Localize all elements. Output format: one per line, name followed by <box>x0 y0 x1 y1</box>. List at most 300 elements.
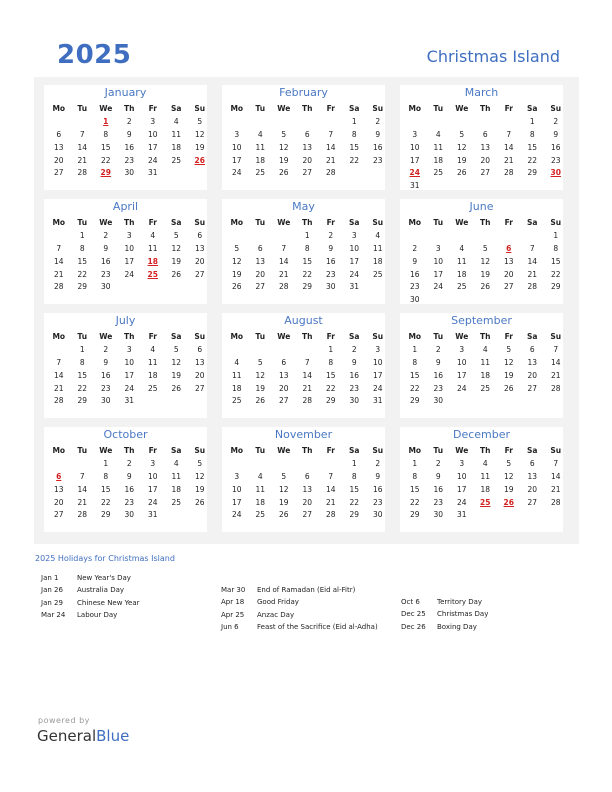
day-cell[interactable]: 26 <box>194 497 205 507</box>
day-cell[interactable]: 17 <box>124 370 135 380</box>
holiday-day-cell[interactable]: 30 <box>550 168 561 178</box>
day-cell[interactable]: 6 <box>304 471 310 481</box>
day-cell[interactable]: 25 <box>480 383 491 393</box>
day-cell[interactable]: 22 <box>100 497 111 507</box>
day-cell[interactable]: 12 <box>456 142 467 152</box>
day-cell[interactable]: 27 <box>480 168 491 178</box>
day-cell[interactable]: 21 <box>503 155 514 165</box>
holiday-day-cell[interactable]: 24 <box>409 168 420 178</box>
day-cell[interactable]: 2 <box>412 243 418 253</box>
day-cell[interactable]: 10 <box>231 484 242 494</box>
day-cell[interactable]: 1 <box>79 344 85 354</box>
day-cell[interactable]: 11 <box>433 142 444 152</box>
day-cell[interactable]: 3 <box>412 129 418 139</box>
day-cell[interactable]: 28 <box>503 168 514 178</box>
day-cell[interactable]: 15 <box>302 256 313 266</box>
day-cell[interactable]: 6 <box>257 243 263 253</box>
day-cell[interactable]: 22 <box>100 155 111 165</box>
day-cell[interactable]: 9 <box>103 357 109 367</box>
day-cell[interactable]: 15 <box>349 142 360 152</box>
day-cell[interactable]: 13 <box>302 142 313 152</box>
day-cell[interactable]: 10 <box>147 471 158 481</box>
day-cell[interactable]: 1 <box>412 458 418 468</box>
day-cell[interactable]: 25 <box>372 269 383 279</box>
day-cell[interactable]: 20 <box>194 256 205 266</box>
day-cell[interactable]: 16 <box>100 256 111 266</box>
day-cell[interactable]: 2 <box>435 458 441 468</box>
day-cell[interactable]: 12 <box>194 471 205 481</box>
day-cell[interactable]: 9 <box>553 129 559 139</box>
day-cell[interactable]: 17 <box>456 370 467 380</box>
day-cell[interactable]: 3 <box>351 230 357 240</box>
day-cell[interactable]: 11 <box>171 129 182 139</box>
day-cell[interactable]: 1 <box>351 458 357 468</box>
day-cell[interactable]: 25 <box>147 383 158 393</box>
day-cell[interactable]: 14 <box>550 357 561 367</box>
day-cell[interactable]: 21 <box>527 269 538 279</box>
day-cell[interactable]: 4 <box>257 471 263 481</box>
day-cell[interactable]: 27 <box>53 168 64 178</box>
day-cell[interactable]: 18 <box>480 370 491 380</box>
day-cell[interactable]: 4 <box>375 230 381 240</box>
day-cell[interactable]: 4 <box>435 129 441 139</box>
day-cell[interactable]: 8 <box>103 471 109 481</box>
day-cell[interactable]: 23 <box>124 155 135 165</box>
day-cell[interactable]: 23 <box>433 383 444 393</box>
day-cell[interactable]: 13 <box>255 256 266 266</box>
day-cell[interactable]: 11 <box>147 243 158 253</box>
day-cell[interactable]: 28 <box>53 282 64 292</box>
day-cell[interactable]: 12 <box>171 357 182 367</box>
day-cell[interactable]: 7 <box>56 357 62 367</box>
day-cell[interactable]: 28 <box>550 383 561 393</box>
day-cell[interactable]: 24 <box>456 383 467 393</box>
day-cell[interactable]: 8 <box>351 129 357 139</box>
day-cell[interactable]: 6 <box>197 230 203 240</box>
day-cell[interactable]: 25 <box>255 168 266 178</box>
day-cell[interactable]: 15 <box>409 484 420 494</box>
day-cell[interactable]: 5 <box>506 458 512 468</box>
day-cell[interactable]: 5 <box>281 471 287 481</box>
holiday-day-cell[interactable]: 29 <box>100 168 111 178</box>
day-cell[interactable]: 3 <box>234 129 240 139</box>
day-cell[interactable]: 2 <box>375 458 381 468</box>
day-cell[interactable]: 13 <box>480 142 491 152</box>
day-cell[interactable]: 21 <box>77 497 88 507</box>
day-cell[interactable]: 21 <box>550 484 561 494</box>
day-cell[interactable]: 8 <box>79 243 85 253</box>
day-cell[interactable]: 14 <box>53 370 64 380</box>
day-cell[interactable]: 9 <box>375 471 381 481</box>
day-cell[interactable]: 19 <box>503 370 514 380</box>
holiday-day-cell[interactable]: 6 <box>506 243 512 253</box>
day-cell[interactable]: 20 <box>503 269 514 279</box>
day-cell[interactable]: 31 <box>147 168 158 178</box>
day-cell[interactable]: 18 <box>372 256 383 266</box>
day-cell[interactable]: 17 <box>349 256 360 266</box>
day-cell[interactable]: 4 <box>150 230 156 240</box>
day-cell[interactable]: 18 <box>480 484 491 494</box>
day-cell[interactable]: 10 <box>433 256 444 266</box>
day-cell[interactable]: 16 <box>349 370 360 380</box>
day-cell[interactable]: 26 <box>255 396 266 406</box>
day-cell[interactable]: 2 <box>103 344 109 354</box>
day-cell[interactable]: 27 <box>194 383 205 393</box>
day-cell[interactable]: 5 <box>506 344 512 354</box>
day-cell[interactable]: 2 <box>435 344 441 354</box>
day-cell[interactable]: 20 <box>480 155 491 165</box>
day-cell[interactable]: 30 <box>124 168 135 178</box>
day-cell[interactable]: 21 <box>77 155 88 165</box>
day-cell[interactable]: 13 <box>302 484 313 494</box>
day-cell[interactable]: 8 <box>103 129 109 139</box>
day-cell[interactable]: 5 <box>459 129 465 139</box>
day-cell[interactable]: 27 <box>302 510 313 520</box>
day-cell[interactable]: 9 <box>412 256 418 266</box>
day-cell[interactable]: 4 <box>459 243 465 253</box>
day-cell[interactable]: 22 <box>77 269 88 279</box>
day-cell[interactable]: 10 <box>456 357 467 367</box>
day-cell[interactable]: 22 <box>325 383 336 393</box>
day-cell[interactable]: 14 <box>53 256 64 266</box>
day-cell[interactable]: 25 <box>171 497 182 507</box>
day-cell[interactable]: 18 <box>255 155 266 165</box>
day-cell[interactable]: 7 <box>553 344 559 354</box>
day-cell[interactable]: 15 <box>325 370 336 380</box>
day-cell[interactable]: 14 <box>302 370 313 380</box>
day-cell[interactable]: 18 <box>456 269 467 279</box>
day-cell[interactable]: 28 <box>278 282 289 292</box>
day-cell[interactable]: 20 <box>255 269 266 279</box>
day-cell[interactable]: 7 <box>328 129 334 139</box>
day-cell[interactable]: 5 <box>257 357 263 367</box>
day-cell[interactable]: 20 <box>302 155 313 165</box>
day-cell[interactable]: 29 <box>527 168 538 178</box>
day-cell[interactable]: 1 <box>553 230 559 240</box>
day-cell[interactable]: 24 <box>231 168 242 178</box>
day-cell[interactable]: 16 <box>433 484 444 494</box>
day-cell[interactable]: 11 <box>372 243 383 253</box>
day-cell[interactable]: 13 <box>278 370 289 380</box>
day-cell[interactable]: 3 <box>126 230 132 240</box>
day-cell[interactable]: 31 <box>456 510 467 520</box>
day-cell[interactable]: 13 <box>503 256 514 266</box>
day-cell[interactable]: 17 <box>433 269 444 279</box>
day-cell[interactable]: 29 <box>409 396 420 406</box>
day-cell[interactable]: 2 <box>103 230 109 240</box>
day-cell[interactable]: 14 <box>278 256 289 266</box>
day-cell[interactable]: 2 <box>328 230 334 240</box>
day-cell[interactable]: 21 <box>325 155 336 165</box>
day-cell[interactable]: 24 <box>231 510 242 520</box>
day-cell[interactable]: 12 <box>278 142 289 152</box>
day-cell[interactable]: 24 <box>456 497 467 507</box>
day-cell[interactable]: 23 <box>349 383 360 393</box>
day-cell[interactable]: 24 <box>124 383 135 393</box>
day-cell[interactable]: 19 <box>194 142 205 152</box>
holiday-day-cell[interactable]: 26 <box>503 497 514 507</box>
day-cell[interactable]: 13 <box>194 243 205 253</box>
day-cell[interactable]: 14 <box>550 471 561 481</box>
day-cell[interactable]: 2 <box>351 344 357 354</box>
day-cell[interactable]: 19 <box>480 269 491 279</box>
day-cell[interactable]: 17 <box>147 142 158 152</box>
holiday-day-cell[interactable]: 1 <box>103 116 109 126</box>
day-cell[interactable]: 9 <box>328 243 334 253</box>
day-cell[interactable]: 19 <box>194 484 205 494</box>
day-cell[interactable]: 31 <box>147 510 158 520</box>
day-cell[interactable]: 18 <box>433 155 444 165</box>
day-cell[interactable]: 15 <box>409 370 420 380</box>
day-cell[interactable]: 10 <box>124 243 135 253</box>
day-cell[interactable]: 29 <box>325 396 336 406</box>
day-cell[interactable]: 3 <box>234 471 240 481</box>
day-cell[interactable]: 16 <box>124 484 135 494</box>
day-cell[interactable]: 10 <box>147 129 158 139</box>
day-cell[interactable]: 31 <box>372 396 383 406</box>
day-cell[interactable]: 12 <box>171 243 182 253</box>
day-cell[interactable]: 8 <box>412 471 418 481</box>
day-cell[interactable]: 29 <box>100 510 111 520</box>
day-cell[interactable]: 6 <box>529 344 535 354</box>
day-cell[interactable]: 19 <box>456 155 467 165</box>
day-cell[interactable]: 30 <box>100 396 111 406</box>
day-cell[interactable]: 25 <box>231 396 242 406</box>
day-cell[interactable]: 11 <box>231 370 242 380</box>
day-cell[interactable]: 4 <box>482 344 488 354</box>
holiday-day-cell[interactable]: 18 <box>147 256 158 266</box>
day-cell[interactable]: 17 <box>231 497 242 507</box>
day-cell[interactable]: 13 <box>527 357 538 367</box>
day-cell[interactable]: 22 <box>302 269 313 279</box>
day-cell[interactable]: 11 <box>456 256 467 266</box>
generalblue-logo[interactable] <box>37 727 129 745</box>
day-cell[interactable]: 20 <box>527 484 538 494</box>
day-cell[interactable]: 3 <box>375 344 381 354</box>
day-cell[interactable]: 22 <box>349 497 360 507</box>
day-cell[interactable]: 17 <box>231 155 242 165</box>
day-cell[interactable]: 4 <box>234 357 240 367</box>
day-cell[interactable]: 9 <box>351 357 357 367</box>
day-cell[interactable]: 2 <box>126 458 132 468</box>
day-cell[interactable]: 27 <box>194 269 205 279</box>
day-cell[interactable]: 25 <box>255 510 266 520</box>
day-cell[interactable]: 27 <box>302 168 313 178</box>
day-cell[interactable]: 28 <box>527 282 538 292</box>
day-cell[interactable]: 16 <box>124 142 135 152</box>
day-cell[interactable]: 16 <box>433 370 444 380</box>
day-cell[interactable]: 10 <box>231 142 242 152</box>
day-cell[interactable]: 17 <box>124 256 135 266</box>
day-cell[interactable]: 1 <box>328 344 334 354</box>
day-cell[interactable]: 6 <box>56 129 62 139</box>
day-cell[interactable]: 26 <box>171 269 182 279</box>
day-cell[interactable]: 7 <box>529 243 535 253</box>
day-cell[interactable]: 12 <box>480 256 491 266</box>
day-cell[interactable]: 16 <box>409 269 420 279</box>
day-cell[interactable]: 9 <box>435 471 441 481</box>
day-cell[interactable]: 23 <box>124 497 135 507</box>
day-cell[interactable]: 1 <box>351 116 357 126</box>
day-cell[interactable]: 19 <box>231 269 242 279</box>
day-cell[interactable]: 3 <box>150 458 156 468</box>
day-cell[interactable]: 20 <box>302 497 313 507</box>
day-cell[interactable]: 24 <box>147 497 158 507</box>
day-cell[interactable]: 29 <box>550 282 561 292</box>
day-cell[interactable]: 8 <box>304 243 310 253</box>
day-cell[interactable]: 4 <box>257 129 263 139</box>
day-cell[interactable]: 11 <box>255 484 266 494</box>
day-cell[interactable]: 22 <box>409 497 420 507</box>
day-cell[interactable]: 22 <box>349 155 360 165</box>
day-cell[interactable]: 11 <box>147 357 158 367</box>
day-cell[interactable]: 21 <box>53 269 64 279</box>
day-cell[interactable]: 8 <box>351 471 357 481</box>
day-cell[interactable]: 26 <box>278 168 289 178</box>
day-cell[interactable]: 19 <box>278 155 289 165</box>
day-cell[interactable]: 17 <box>409 155 420 165</box>
day-cell[interactable]: 10 <box>456 471 467 481</box>
day-cell[interactable]: 13 <box>194 357 205 367</box>
day-cell[interactable]: 9 <box>435 357 441 367</box>
day-cell[interactable]: 30 <box>372 510 383 520</box>
day-cell[interactable]: 22 <box>550 269 561 279</box>
day-cell[interactable]: 7 <box>79 129 85 139</box>
day-cell[interactable]: 25 <box>433 168 444 178</box>
day-cell[interactable]: 21 <box>278 269 289 279</box>
day-cell[interactable]: 2 <box>375 116 381 126</box>
day-cell[interactable]: 15 <box>527 142 538 152</box>
day-cell[interactable]: 24 <box>349 269 360 279</box>
day-cell[interactable]: 13 <box>53 142 64 152</box>
day-cell[interactable]: 12 <box>278 484 289 494</box>
day-cell[interactable]: 27 <box>527 497 538 507</box>
day-cell[interactable]: 20 <box>53 497 64 507</box>
day-cell[interactable]: 14 <box>325 484 336 494</box>
day-cell[interactable]: 30 <box>433 510 444 520</box>
day-cell[interactable]: 20 <box>278 383 289 393</box>
day-cell[interactable]: 11 <box>171 471 182 481</box>
day-cell[interactable]: 9 <box>103 243 109 253</box>
day-cell[interactable]: 19 <box>503 484 514 494</box>
day-cell[interactable]: 25 <box>171 155 182 165</box>
day-cell[interactable]: 18 <box>171 142 182 152</box>
day-cell[interactable]: 31 <box>124 396 135 406</box>
day-cell[interactable]: 28 <box>302 396 313 406</box>
day-cell[interactable]: 14 <box>325 142 336 152</box>
day-cell[interactable]: 6 <box>281 357 287 367</box>
day-cell[interactable]: 18 <box>231 383 242 393</box>
day-cell[interactable]: 28 <box>550 497 561 507</box>
day-cell[interactable]: 5 <box>173 230 179 240</box>
day-cell[interactable]: 14 <box>527 256 538 266</box>
day-cell[interactable]: 15 <box>100 142 111 152</box>
day-cell[interactable]: 9 <box>126 129 132 139</box>
day-cell[interactable]: 7 <box>79 471 85 481</box>
day-cell[interactable]: 6 <box>529 458 535 468</box>
day-cell[interactable]: 18 <box>171 484 182 494</box>
holiday-day-cell[interactable]: 25 <box>480 497 491 507</box>
day-cell[interactable]: 13 <box>527 471 538 481</box>
holiday-day-cell[interactable]: 26 <box>194 155 205 165</box>
day-cell[interactable]: 14 <box>77 142 88 152</box>
day-cell[interactable]: 21 <box>550 370 561 380</box>
day-cell[interactable]: 3 <box>435 243 441 253</box>
day-cell[interactable]: 16 <box>100 370 111 380</box>
day-cell[interactable]: 9 <box>126 471 132 481</box>
day-cell[interactable]: 19 <box>255 383 266 393</box>
day-cell[interactable]: 5 <box>173 344 179 354</box>
day-cell[interactable]: 28 <box>77 510 88 520</box>
day-cell[interactable]: 30 <box>349 396 360 406</box>
day-cell[interactable]: 7 <box>56 243 62 253</box>
day-cell[interactable]: 10 <box>124 357 135 367</box>
day-cell[interactable]: 16 <box>325 256 336 266</box>
day-cell[interactable]: 8 <box>553 243 559 253</box>
day-cell[interactable]: 27 <box>527 383 538 393</box>
day-cell[interactable]: 16 <box>372 484 383 494</box>
day-cell[interactable]: 3 <box>126 344 132 354</box>
day-cell[interactable]: 20 <box>194 370 205 380</box>
day-cell[interactable]: 29 <box>302 282 313 292</box>
day-cell[interactable]: 12 <box>194 129 205 139</box>
day-cell[interactable]: 26 <box>231 282 242 292</box>
day-cell[interactable]: 2 <box>553 116 559 126</box>
day-cell[interactable]: 29 <box>409 510 420 520</box>
day-cell[interactable]: 26 <box>480 282 491 292</box>
day-cell[interactable]: 23 <box>550 155 561 165</box>
day-cell[interactable]: 7 <box>328 471 334 481</box>
day-cell[interactable]: 13 <box>53 484 64 494</box>
day-cell[interactable]: 28 <box>53 396 64 406</box>
day-cell[interactable]: 8 <box>328 357 334 367</box>
day-cell[interactable]: 21 <box>53 383 64 393</box>
day-cell[interactable]: 19 <box>171 370 182 380</box>
day-cell[interactable]: 24 <box>433 282 444 292</box>
day-cell[interactable]: 3 <box>459 344 465 354</box>
day-cell[interactable]: 24 <box>147 155 158 165</box>
day-cell[interactable]: 28 <box>325 510 336 520</box>
day-cell[interactable]: 19 <box>278 497 289 507</box>
day-cell[interactable]: 26 <box>503 383 514 393</box>
day-cell[interactable]: 21 <box>302 383 313 393</box>
day-cell[interactable]: 1 <box>79 230 85 240</box>
day-cell[interactable]: 18 <box>147 370 158 380</box>
day-cell[interactable]: 12 <box>503 471 514 481</box>
day-cell[interactable]: 24 <box>372 383 383 393</box>
day-cell[interactable]: 30 <box>433 396 444 406</box>
day-cell[interactable]: 16 <box>372 142 383 152</box>
day-cell[interactable]: 10 <box>349 243 360 253</box>
day-cell[interactable]: 5 <box>482 243 488 253</box>
day-cell[interactable]: 11 <box>255 142 266 152</box>
day-cell[interactable]: 28 <box>77 168 88 178</box>
day-cell[interactable]: 27 <box>503 282 514 292</box>
day-cell[interactable]: 7 <box>281 243 287 253</box>
day-cell[interactable]: 8 <box>412 357 418 367</box>
day-cell[interactable]: 29 <box>349 510 360 520</box>
day-cell[interactable]: 4 <box>173 458 179 468</box>
day-cell[interactable]: 8 <box>79 357 85 367</box>
day-cell[interactable]: 6 <box>304 129 310 139</box>
day-cell[interactable]: 23 <box>325 269 336 279</box>
day-cell[interactable]: 10 <box>409 142 420 152</box>
day-cell[interactable]: 31 <box>349 282 360 292</box>
day-cell[interactable]: 30 <box>100 282 111 292</box>
day-cell[interactable]: 30 <box>124 510 135 520</box>
day-cell[interactable]: 23 <box>409 282 420 292</box>
day-cell[interactable]: 31 <box>409 181 420 191</box>
